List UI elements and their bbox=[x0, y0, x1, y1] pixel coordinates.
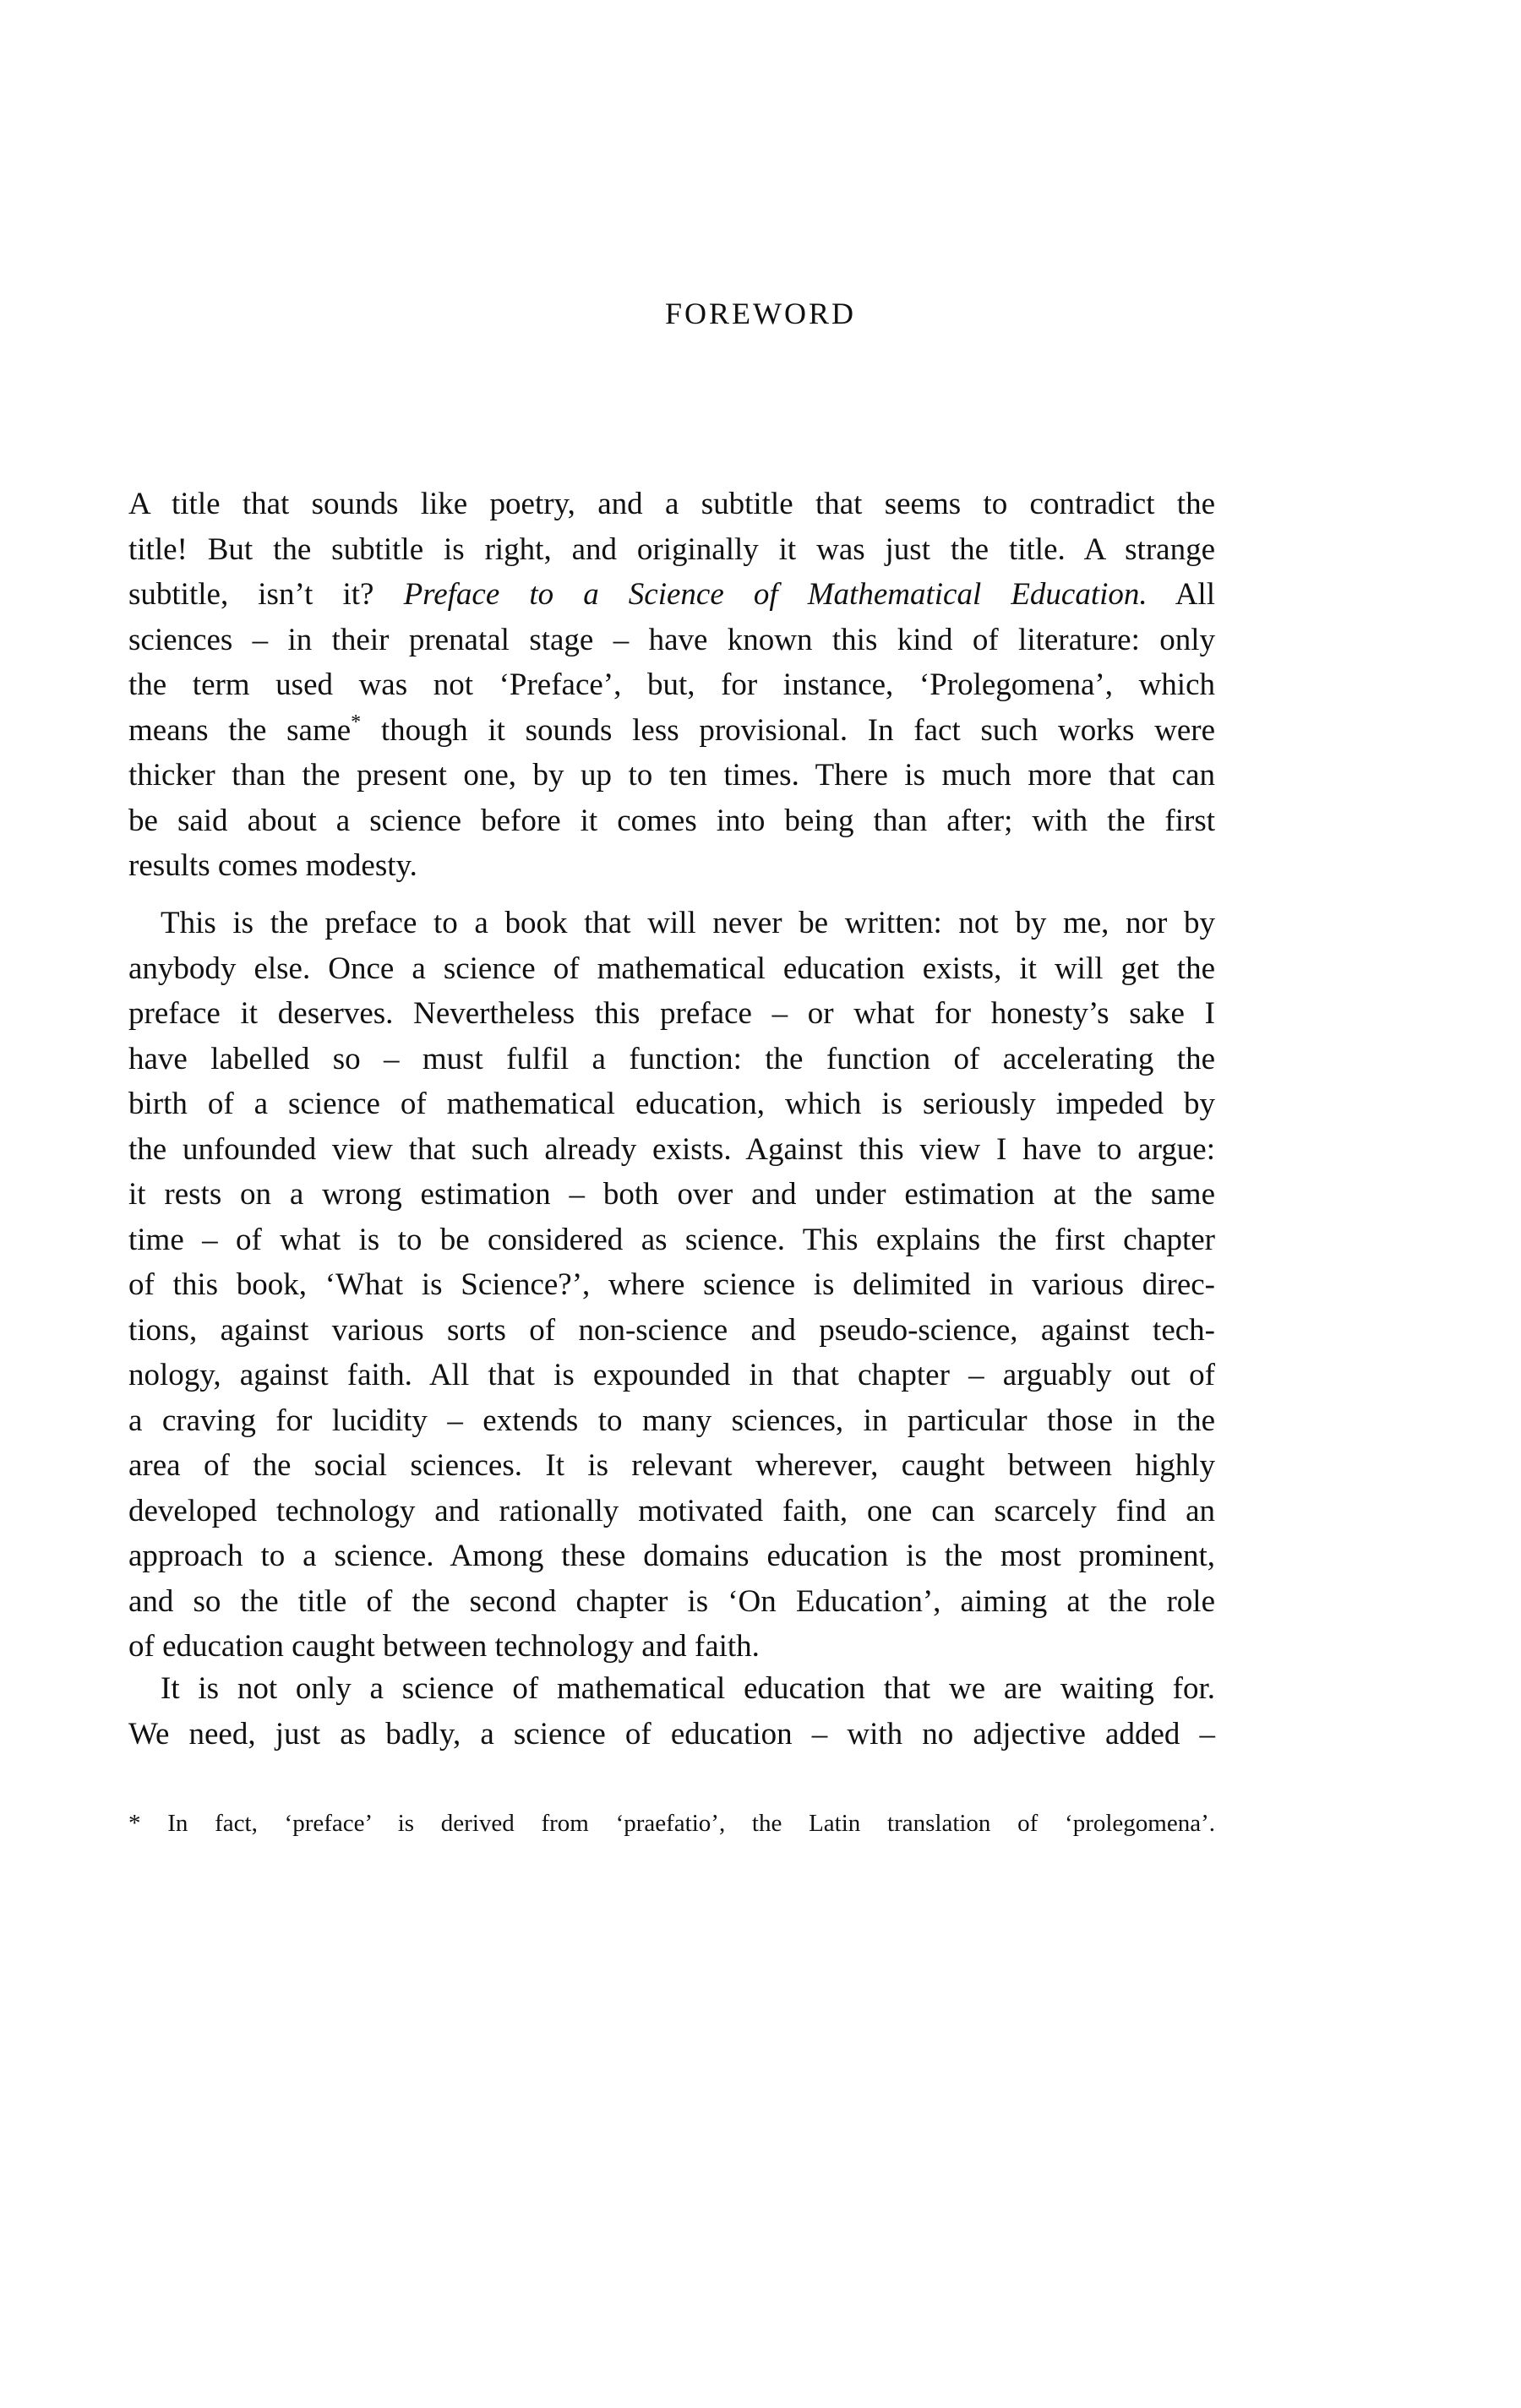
text-line: sciences – in their prenatal stage – have known this kind of literature: only bbox=[128, 622, 1215, 657]
text-line bbox=[128, 572, 1215, 618]
page-title: FOREWORD bbox=[664, 297, 856, 330]
book-title-italic: Preface to a Science of Mathematical Education. bbox=[403, 577, 1148, 612]
paragraph-3 bbox=[128, 1666, 1215, 1757]
line-text: though it sounds less provisional. In fact such works were bbox=[361, 712, 1216, 748]
text-line: a craving for lucidity – extends to many sciences, in particular those in the bbox=[128, 1403, 1215, 1438]
text-line: A title that sounds like poetry, and a subtitle that seems to contradict the bbox=[128, 487, 1215, 521]
text-line: and so the title of the second chapter is ‘On Education’, aiming at the role bbox=[128, 1583, 1215, 1619]
paragraph-2 bbox=[128, 901, 1215, 1670]
text-line: We need, just as badly, a science of education – with no adjective added – bbox=[128, 1716, 1215, 1752]
text-line: time – of what is to be considered as science. This explains the first chapter bbox=[128, 1222, 1215, 1257]
text-line: it rests on a wrong estimation – both over and under estimation at the same bbox=[128, 1177, 1215, 1212]
text-line: tions, against various sorts of non-science and pseudo-science, against tech- bbox=[128, 1312, 1215, 1348]
text-line: nology, against faith. All that is expounded in that chapter – arguably out of bbox=[128, 1358, 1215, 1392]
text-line: of education caught between technology and faith. bbox=[128, 1629, 760, 1664]
text-line: the unfounded view that such already exists. Against this view I have to argue: bbox=[128, 1131, 1215, 1167]
line-text: All bbox=[1147, 577, 1215, 612]
text-line: thicker than the present one, by up to ten times. There is much more that can bbox=[128, 758, 1215, 793]
text-line: It is not only a science of mathematical education that we are waiting for. bbox=[161, 1671, 1215, 1706]
text-line: the term used was not ‘Preface’, but, for instance, ‘Prolegomena’, which bbox=[128, 667, 1215, 702]
line-text: subtitle, isn’t it? bbox=[128, 577, 404, 612]
text-line: results comes modesty. bbox=[128, 848, 417, 883]
text-line: This is the preface to a book that will never be written: not by me, nor by bbox=[161, 906, 1215, 940]
text-line: be said about a science before it comes into being than after; with the first bbox=[128, 803, 1215, 838]
text-line: have labelled so – must fulfil a function: the function of accelerating the bbox=[128, 1041, 1215, 1076]
paragraph-1 bbox=[128, 482, 1215, 889]
text-line: area of the social sciences. It is relevant wherever, caught between highly bbox=[128, 1448, 1215, 1483]
text-line: of this book, ‘What is Science?’, where science is delimited in various direc- bbox=[128, 1267, 1215, 1302]
text-line: approach to a science. Among these domains education is the most prominent, bbox=[128, 1539, 1215, 1573]
footnote-marker: * bbox=[351, 711, 362, 733]
text-line: developed technology and rationally motivated faith, one can scarcely find an bbox=[128, 1493, 1215, 1528]
text-line: birth of a science of mathematical education, which is seriously impeded by bbox=[128, 1087, 1215, 1121]
text-line: preface it deserves. Nevertheless this preface – or what for honesty’s sake I bbox=[128, 996, 1215, 1031]
line-text: means the same bbox=[128, 712, 352, 748]
text-line: anybody else. Once a science of mathematical education exists, it will get the bbox=[128, 951, 1215, 986]
text-line bbox=[128, 708, 1215, 754]
footnote: * In fact, ‘preface’ is derived from ‘praefatio’, the Latin translation of ‘prolegomena’. bbox=[128, 1810, 1215, 1837]
text-line: title! But the subtitle is right, and originally it was just the title. A strange bbox=[128, 531, 1215, 567]
